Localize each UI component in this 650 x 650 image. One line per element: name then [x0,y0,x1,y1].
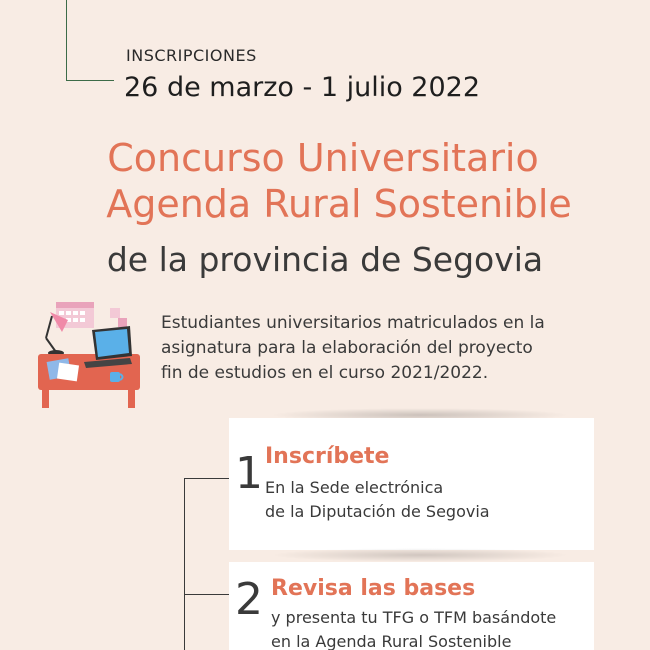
connector-vertical [184,478,185,650]
step-desc-line-2: de la Diputación de Segovia [265,502,490,521]
step-title: Revisa las bases [271,576,476,601]
step-card-2 [229,562,594,650]
connector-step-1 [184,478,229,479]
step-number: 1 [235,448,263,499]
decorative-line-horizontal [66,80,114,81]
step-desc-line-1: En la Sede electrónica [265,478,444,497]
laptop-icon [84,326,132,368]
intro-line-2: asignatura para la elaboración del proyecto [161,338,533,358]
step-title: Inscríbete [265,444,390,469]
intro-line-1: Estudiantes universitarios matriculados en la [161,313,545,333]
intro-text [161,311,631,386]
registration-dates: 26 de marzo - 1 julio 2022 [124,72,481,103]
step-desc-line-1: y presenta tu TFG o TFM basándote [271,608,557,627]
connector-step-2 [184,594,229,595]
subtitle: de la provincia de Segovia [106,240,544,279]
step-desc-line-2: en la Agenda Rural Sostenible [271,632,512,650]
desk-illustration [34,300,144,410]
step-number: 2 [235,574,263,625]
title-line-1: Concurso Universitario [107,136,539,180]
sticky-note-icon [110,308,120,318]
decorative-line-vertical [66,0,67,80]
registration-label: INSCRIPCIONES [126,46,257,65]
lamp-icon [46,312,68,356]
card-shadow [270,548,570,562]
intro-line-3: fin de estudios en el curso 2021/2022. [161,363,489,383]
title-line-2: Agenda Rural Sostenible [106,182,572,226]
step-card-1 [229,418,594,550]
